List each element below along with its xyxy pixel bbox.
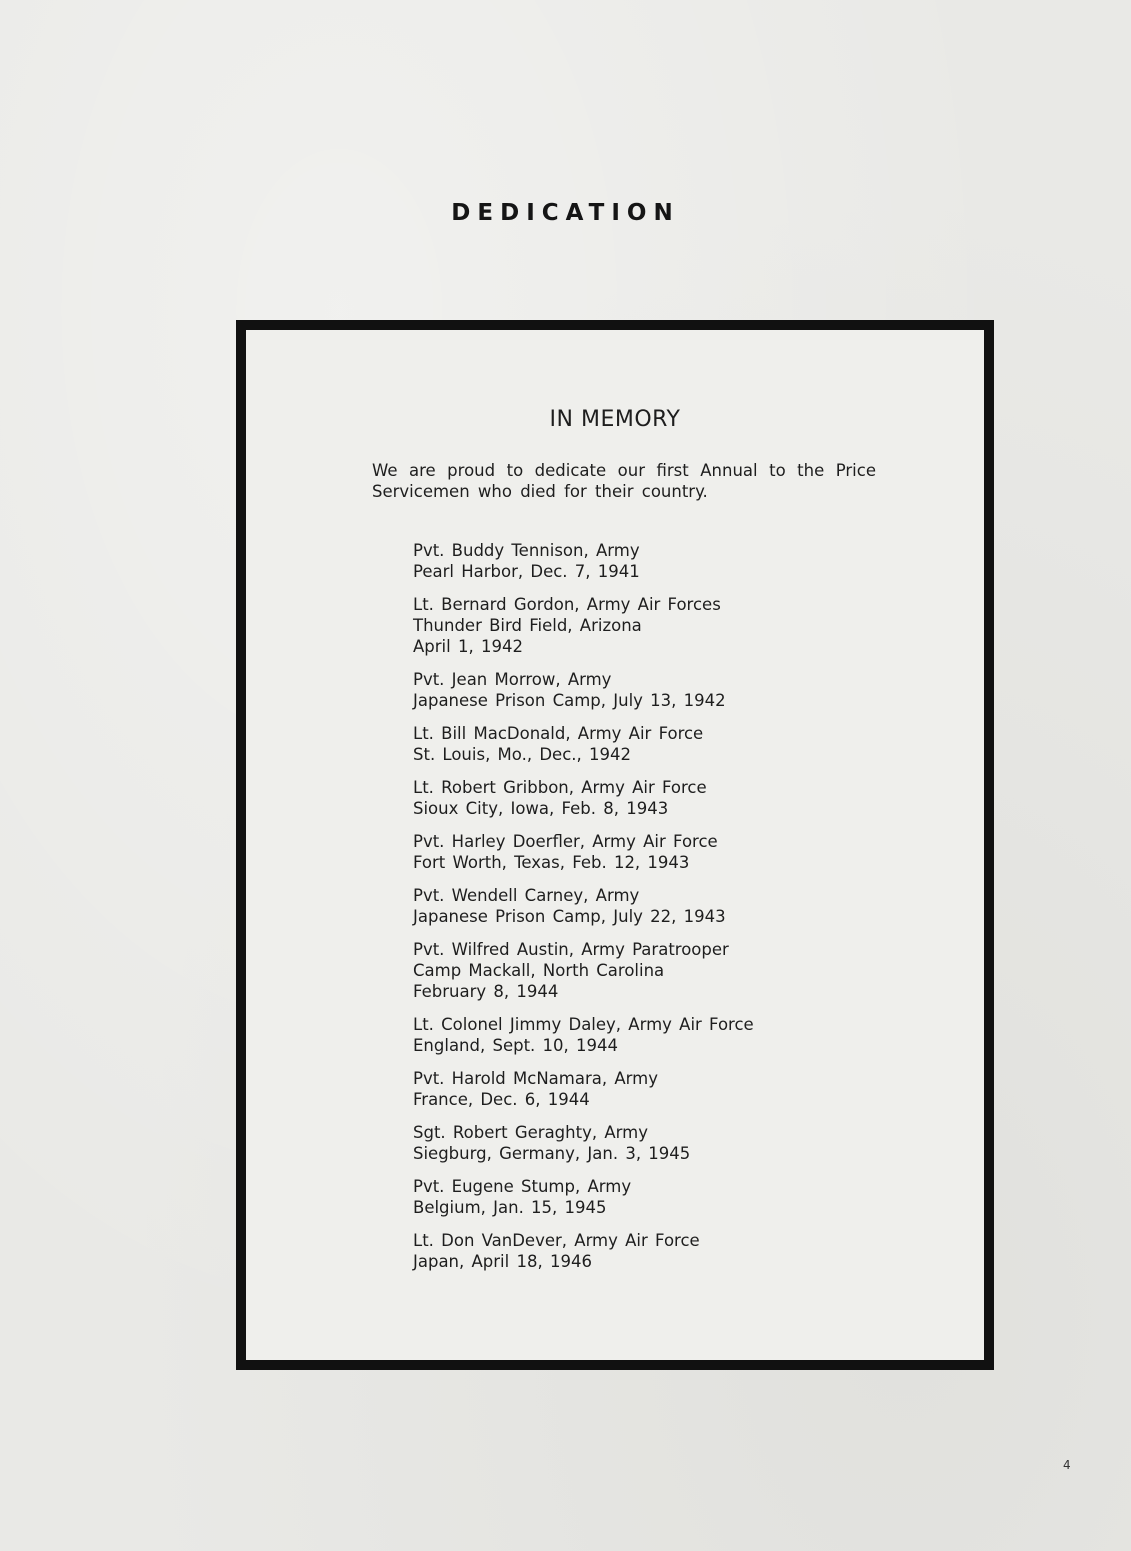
- serviceman-entry: [413, 939, 893, 1002]
- serviceman-detail: February 8, 1944: [413, 982, 559, 1001]
- serviceman-entry: [413, 831, 893, 873]
- dedication-text: We are proud to dedicate our first Annual to the Price Servicemen who died for their country.: [372, 461, 876, 501]
- serviceman-entry: [413, 594, 893, 657]
- serviceman-detail: Fort Worth, Texas, Feb. 12, 1943: [413, 853, 690, 872]
- servicemen-list: [413, 540, 893, 1284]
- serviceman-name: Sgt. Robert Geraghty, Army: [413, 1123, 648, 1142]
- serviceman-name: Pvt. Jean Morrow, Army: [413, 670, 612, 689]
- serviceman-name: Lt. Bill MacDonald, Army Air Force: [413, 724, 704, 743]
- serviceman-detail: April 1, 1942: [413, 637, 523, 656]
- serviceman-name: Lt. Robert Gribbon, Army Air Force: [413, 778, 707, 797]
- serviceman-name: Lt. Don VanDever, Army Air Force: [413, 1231, 700, 1250]
- serviceman-detail: France, Dec. 6, 1944: [413, 1090, 590, 1109]
- serviceman-detail: Japanese Prison Camp, July 22, 1943: [413, 907, 726, 926]
- serviceman-detail: England, Sept. 10, 1944: [413, 1036, 619, 1055]
- memorial-frame: [236, 320, 994, 1370]
- serviceman-name: Lt. Bernard Gordon, Army Air Forces: [413, 595, 721, 614]
- memorial-subtitle: IN MEMORY: [549, 407, 681, 432]
- serviceman-entry: [413, 1230, 893, 1272]
- serviceman-detail: Pearl Harbor, Dec. 7, 1941: [413, 562, 640, 581]
- serviceman-name: Pvt. Wendell Carney, Army: [413, 886, 640, 905]
- serviceman-entry: [413, 777, 893, 819]
- page-number: 4: [1063, 1458, 1071, 1472]
- serviceman-name: Pvt. Harold McNamara, Army: [413, 1069, 658, 1088]
- serviceman-detail: Sioux City, Iowa, Feb. 8, 1943: [413, 799, 669, 818]
- serviceman-entry: [413, 540, 893, 582]
- serviceman-detail: Belgium, Jan. 15, 1945: [413, 1198, 607, 1217]
- page-title: DEDICATION: [451, 200, 680, 226]
- serviceman-detail: Thunder Bird Field, Arizona: [413, 616, 642, 635]
- serviceman-entry: [413, 1014, 893, 1056]
- serviceman-detail: Japan, April 18, 1946: [413, 1252, 592, 1271]
- serviceman-name: Pvt. Harley Doerfler, Army Air Force: [413, 832, 718, 851]
- serviceman-detail: Siegburg, Germany, Jan. 3, 1945: [413, 1144, 691, 1163]
- serviceman-detail: Camp Mackall, North Carolina: [413, 961, 665, 980]
- serviceman-entry: [413, 723, 893, 765]
- serviceman-name: Lt. Colonel Jimmy Daley, Army Air Force: [413, 1015, 754, 1034]
- serviceman-name: Pvt. Buddy Tennison, Army: [413, 541, 640, 560]
- serviceman-entry: [413, 1068, 893, 1110]
- serviceman-entry: [413, 1122, 893, 1164]
- serviceman-name: Pvt. Eugene Stump, Army: [413, 1177, 632, 1196]
- serviceman-detail: Japanese Prison Camp, July 13, 1942: [413, 691, 726, 710]
- serviceman-entry: [413, 1176, 893, 1218]
- serviceman-name: Pvt. Wilfred Austin, Army Paratrooper: [413, 940, 729, 959]
- serviceman-entry: [413, 669, 893, 711]
- serviceman-detail: St. Louis, Mo., Dec., 1942: [413, 745, 631, 764]
- serviceman-entry: [413, 885, 893, 927]
